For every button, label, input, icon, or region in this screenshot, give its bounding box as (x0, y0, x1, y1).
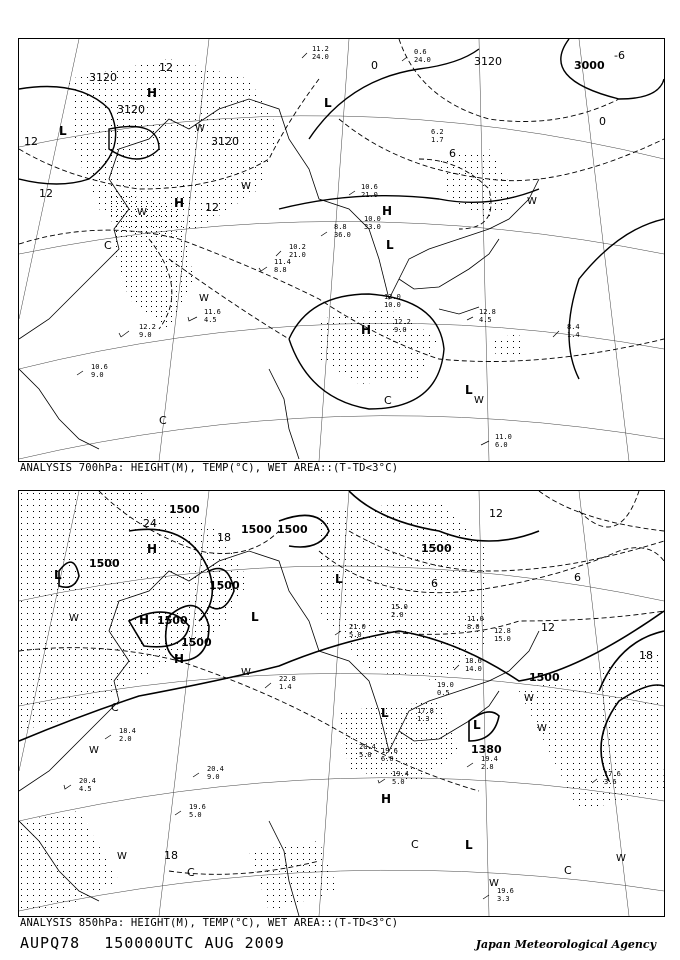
warm-center: W (489, 878, 499, 889)
station-plot (384, 293, 401, 309)
svg-text:2.0: 2.0 (391, 611, 404, 619)
svg-text:4.5: 4.5 (79, 785, 92, 793)
svg-text:19.0: 19.0 (437, 681, 454, 689)
svg-text:21.0: 21.0 (361, 191, 378, 199)
isotherm-label: 12 (24, 135, 38, 148)
low-center: L (251, 610, 259, 624)
height-label: 1500 (421, 542, 452, 555)
warm-center: W (241, 181, 251, 192)
isotherm-label: 12 (159, 61, 173, 74)
station-plot (79, 777, 96, 793)
height-label: 1500 (241, 523, 272, 536)
svg-text:15.0: 15.0 (391, 603, 408, 611)
valid-time: 150000UTC AUG 2009 (104, 934, 285, 952)
low-center: L (59, 124, 67, 138)
svg-text:1.3: 1.3 (417, 715, 430, 723)
isotherm-label: C (111, 701, 119, 714)
agency-name: Japan Meteorological Agency (475, 938, 656, 951)
svg-text:8.0: 8.0 (467, 623, 480, 631)
high-center: H (382, 204, 393, 218)
height-label: 1500 (209, 579, 240, 592)
svg-text:2.0: 2.0 (119, 735, 132, 743)
isotherm-label: -6 (614, 49, 625, 62)
warm-center: W (527, 196, 537, 207)
svg-text:0.5: 0.5 (437, 689, 450, 697)
svg-text:17.8: 17.8 (417, 707, 434, 715)
height-label: 1500 (89, 557, 120, 570)
svg-text:19.6: 19.6 (189, 803, 206, 811)
station-plot (494, 627, 511, 643)
low-center: L (473, 718, 481, 732)
high-center: H (381, 792, 392, 806)
svg-text:21.0: 21.0 (349, 623, 366, 631)
svg-text:4.5: 4.5 (479, 316, 492, 324)
station-plot (289, 243, 306, 259)
station-plot (364, 215, 381, 231)
warm-center: W (537, 723, 547, 734)
map-850hpa-canvas (19, 491, 664, 916)
warm-center: W (474, 395, 484, 406)
warm-center: W (524, 693, 534, 704)
isotherm-label: 6 (431, 577, 438, 590)
station-plot (431, 128, 444, 144)
svg-text:18.4: 18.4 (119, 727, 136, 735)
station-plot (274, 258, 291, 274)
svg-text:33.0: 33.0 (364, 223, 381, 231)
svg-text:8.4: 8.4 (567, 323, 580, 331)
svg-text:36.0: 36.0 (334, 231, 351, 239)
warm-center: W (117, 851, 127, 862)
height-label: 3120 (474, 55, 502, 68)
warm-center: W (241, 667, 251, 678)
svg-text:0.6: 0.6 (414, 48, 427, 56)
station-plot (361, 183, 378, 199)
svg-text:10.2: 10.2 (289, 243, 306, 251)
svg-text:12.8: 12.8 (479, 308, 496, 316)
low-center: L (324, 96, 332, 110)
station-plot (204, 308, 221, 324)
isotherm-label: 12 (541, 621, 555, 634)
isotherm-label: C (104, 239, 112, 252)
isotherm-label: 0 (599, 115, 606, 128)
height-label: 1380 (471, 743, 502, 756)
low-center: L (54, 568, 62, 582)
station-plot (465, 657, 482, 673)
isotherm-label: 12 (39, 187, 53, 200)
station-plot (312, 45, 329, 61)
warm-center: W (616, 853, 626, 864)
svg-text:11.4: 11.4 (274, 258, 291, 266)
svg-text:18.6: 18.6 (465, 657, 482, 665)
svg-text:17.6: 17.6 (604, 770, 621, 778)
svg-text:9.0: 9.0 (91, 371, 104, 379)
svg-text:9.0: 9.0 (394, 326, 407, 334)
station-plot (279, 675, 296, 691)
high-center: H (147, 86, 158, 100)
height-label: 3120 (117, 103, 145, 116)
station-plot (479, 308, 496, 324)
warm-center: W (199, 293, 209, 304)
map-panel-850hpa (18, 490, 665, 917)
svg-text:5.0: 5.0 (359, 751, 372, 759)
svg-text:11.0: 11.0 (467, 615, 484, 623)
high-center: H (174, 196, 185, 210)
svg-text:13.0: 13.0 (384, 293, 401, 301)
svg-text:11.6: 11.6 (204, 308, 221, 316)
warm-center: W (69, 613, 79, 624)
station-plot (497, 887, 514, 903)
high-center: H (147, 542, 158, 556)
svg-text:5.0: 5.0 (189, 811, 202, 819)
isotherm-label: 24 (143, 517, 157, 530)
svg-text:10.0: 10.0 (384, 301, 401, 309)
height-label: 3000 (574, 59, 605, 72)
svg-text:3.3: 3.3 (497, 895, 510, 903)
svg-text:6.2: 6.2 (431, 128, 444, 136)
isotherm-label: 18 (639, 649, 653, 662)
chart-code-line (20, 934, 309, 952)
svg-text:19.4: 19.4 (481, 755, 498, 763)
station-plot (119, 727, 136, 743)
svg-text:19.6: 19.6 (381, 747, 398, 755)
svg-text:20.4: 20.4 (207, 765, 224, 773)
caption-850hpa: ANALYSIS 850hPa: HEIGHT(M), TEMP(°C), WET AREA::(T-TD<3°C) (20, 917, 399, 929)
svg-text:14.0: 14.0 (465, 665, 482, 673)
svg-text:12.2: 12.2 (139, 323, 156, 331)
svg-text:10.0: 10.0 (364, 215, 381, 223)
svg-text:4.5: 4.5 (204, 316, 217, 324)
isotherm-label: 18 (217, 531, 231, 544)
station-plot (334, 223, 351, 239)
svg-text:6.0: 6.0 (381, 755, 394, 763)
chart-code: AUPQ78 (20, 934, 81, 952)
station-plot (139, 323, 156, 339)
isotherm-label: 6 (574, 571, 581, 584)
high-center: H (361, 323, 372, 337)
svg-text:12.8: 12.8 (494, 627, 511, 635)
svg-text:12.2: 12.2 (394, 318, 411, 326)
caption-700hpa: ANALYSIS 700hPa: HEIGHT(M), TEMP(°C), WET AREA::(T-TD<3°C) (20, 462, 399, 474)
isotherm-label: 12 (205, 201, 219, 214)
svg-text:24.0: 24.0 (312, 53, 329, 61)
svg-text:1.7: 1.7 (431, 136, 444, 144)
station-plot (437, 681, 454, 697)
isotherm-label: C (159, 414, 167, 427)
height-label: 3120 (89, 71, 117, 84)
map-panel-700hpa (18, 38, 665, 462)
station-plot (481, 755, 498, 771)
station-plot (189, 803, 206, 819)
svg-text:24.0: 24.0 (414, 56, 431, 64)
height-label: 1500 (529, 671, 560, 684)
low-center: L (335, 572, 343, 586)
station-plot (495, 433, 512, 449)
svg-text:5.0: 5.0 (349, 631, 362, 639)
svg-text:6.0: 6.0 (495, 441, 508, 449)
svg-text:22.8: 22.8 (279, 675, 296, 683)
svg-text:11.0: 11.0 (495, 433, 512, 441)
station-plot (414, 48, 431, 64)
height-label: 1500 (181, 636, 212, 649)
svg-text:9.0: 9.0 (207, 773, 220, 781)
svg-text:15.0: 15.0 (494, 635, 511, 643)
isotherm-label: C (411, 838, 419, 851)
svg-text:20.4: 20.4 (79, 777, 96, 785)
svg-text:8.8: 8.8 (334, 223, 347, 231)
isotherm-label: 12 (489, 507, 503, 520)
low-center: L (465, 838, 473, 852)
svg-text:10.6: 10.6 (361, 183, 378, 191)
svg-text:8.8: 8.8 (274, 266, 287, 274)
map-700hpa-canvas (19, 39, 664, 461)
svg-text:1.4: 1.4 (567, 331, 580, 339)
warm-center: W (89, 745, 99, 756)
low-center: L (386, 238, 394, 252)
height-label: 1500 (277, 523, 308, 536)
station-plot (207, 765, 224, 781)
svg-text:9.0: 9.0 (139, 331, 152, 339)
height-label: 3120 (211, 135, 239, 148)
svg-text:20.4: 20.4 (359, 743, 376, 751)
svg-text:5.0: 5.0 (392, 778, 405, 786)
low-center: L (381, 706, 389, 720)
svg-text:3.6: 3.6 (604, 778, 617, 786)
svg-text:11.2: 11.2 (312, 45, 329, 53)
svg-text:21.0: 21.0 (289, 251, 306, 259)
isotherm-label: C (187, 866, 195, 879)
low-center: L (465, 383, 473, 397)
svg-text:19.6: 19.6 (497, 887, 514, 895)
high-center: H (139, 613, 150, 627)
svg-text:2.8: 2.8 (481, 763, 494, 771)
isotherm-label: 18 (164, 849, 178, 862)
height-label: 1500 (157, 614, 188, 627)
isotherm-label: C (564, 864, 572, 877)
svg-text:10.6: 10.6 (91, 363, 108, 371)
isotherm-label: 6 (449, 147, 456, 160)
station-plot (567, 323, 580, 339)
isotherm-label: C (384, 394, 392, 407)
warm-center: W (137, 207, 147, 218)
height-label: 1500 (169, 503, 200, 516)
svg-text:19.4: 19.4 (392, 770, 409, 778)
station-plot (91, 363, 108, 379)
isotherm-label: 0 (371, 59, 378, 72)
warm-center: W (195, 123, 205, 134)
svg-text:1.4: 1.4 (279, 683, 292, 691)
high-center: H (174, 652, 185, 666)
